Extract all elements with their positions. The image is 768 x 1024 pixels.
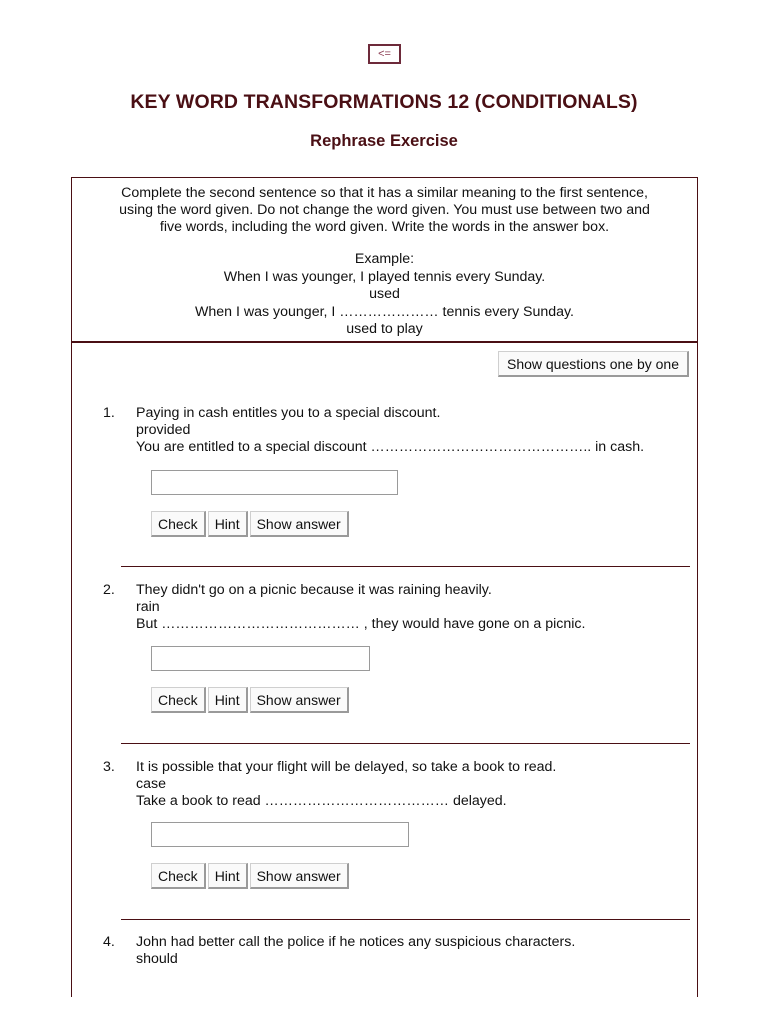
check-button[interactable]: Check (151, 511, 206, 537)
question-gapped-sentence: Take a book to read ………………………………… delayed. (136, 793, 507, 809)
instruction-line: five words, including the word given. Write the words in the answer box. (159, 219, 610, 235)
question-1-actions (151, 511, 349, 537)
question-text (136, 934, 575, 968)
example-keyword: used (369, 286, 400, 302)
hint-button[interactable]: Hint (208, 687, 248, 713)
example-gapped-sentence: When I was younger, I ………………… tennis every Sunday. (194, 303, 574, 320)
question-text (136, 759, 556, 810)
page-subtitle: Rephrase Exercise (310, 132, 458, 150)
question-gapped-sentence: You are entitled to a special discount ……………………………………….. in cash. (136, 439, 645, 455)
question-sentence: They didn't go on a picnic because it was raining heavily. (136, 582, 492, 598)
question-2-actions (151, 687, 349, 713)
instruction-line: Complete the second sentence so that it has a similar meaning to the first sentence, (121, 185, 648, 201)
question-sentence: Paying in cash entitles you to a special discount. (136, 405, 441, 421)
question-divider (121, 919, 690, 920)
page-title: KEY WORD TRANSFORMATIONS 12 (CONDITIONALS) (130, 91, 638, 113)
question-3-actions (151, 863, 349, 889)
example-sentence: When I was younger, I played tennis every Sunday. (223, 268, 546, 285)
answer-input-2[interactable] (151, 646, 370, 671)
check-button[interactable]: Check (151, 863, 206, 889)
check-button[interactable]: Check (151, 687, 206, 713)
show-questions-one-by-one-button[interactable]: Show questions one by one (498, 351, 689, 377)
example-block (72, 251, 697, 339)
instructions-panel (72, 178, 697, 343)
question-gapped-sentence: But …………………………………… , they would have gone on a picnic. (136, 616, 586, 632)
question-number: 2. (103, 582, 115, 598)
hint-button[interactable]: Hint (208, 863, 248, 889)
question-divider (121, 566, 690, 567)
instruction-line: using the word given. Do not change the word given. You must use between two and (119, 202, 650, 218)
example-heading: Example: (354, 251, 415, 267)
back-button[interactable]: <= (368, 44, 401, 64)
show-answer-button[interactable]: Show answer (250, 511, 349, 537)
example-answer: used to play (346, 321, 423, 337)
question-keyword: provided (136, 422, 191, 438)
question-sentence: John had better call the police if he notices any suspicious characters. (136, 934, 576, 950)
question-number: 4. (103, 934, 115, 950)
question-number: 1. (103, 405, 115, 421)
show-answer-button[interactable]: Show answer (250, 687, 349, 713)
question-keyword: should (136, 951, 178, 967)
show-answer-button[interactable]: Show answer (250, 863, 349, 889)
hint-button[interactable]: Hint (208, 511, 248, 537)
answer-input-3[interactable] (151, 822, 409, 847)
question-text (136, 405, 644, 456)
question-keyword: rain (136, 599, 160, 615)
question-keyword: case (136, 776, 166, 792)
question-divider (121, 743, 690, 744)
answer-input-1[interactable] (151, 470, 398, 495)
exercise-frame (71, 177, 698, 997)
question-number: 3. (103, 759, 115, 775)
question-sentence: It is possible that your flight will be delayed, so take a book to read. (136, 759, 557, 775)
question-text (136, 582, 585, 633)
